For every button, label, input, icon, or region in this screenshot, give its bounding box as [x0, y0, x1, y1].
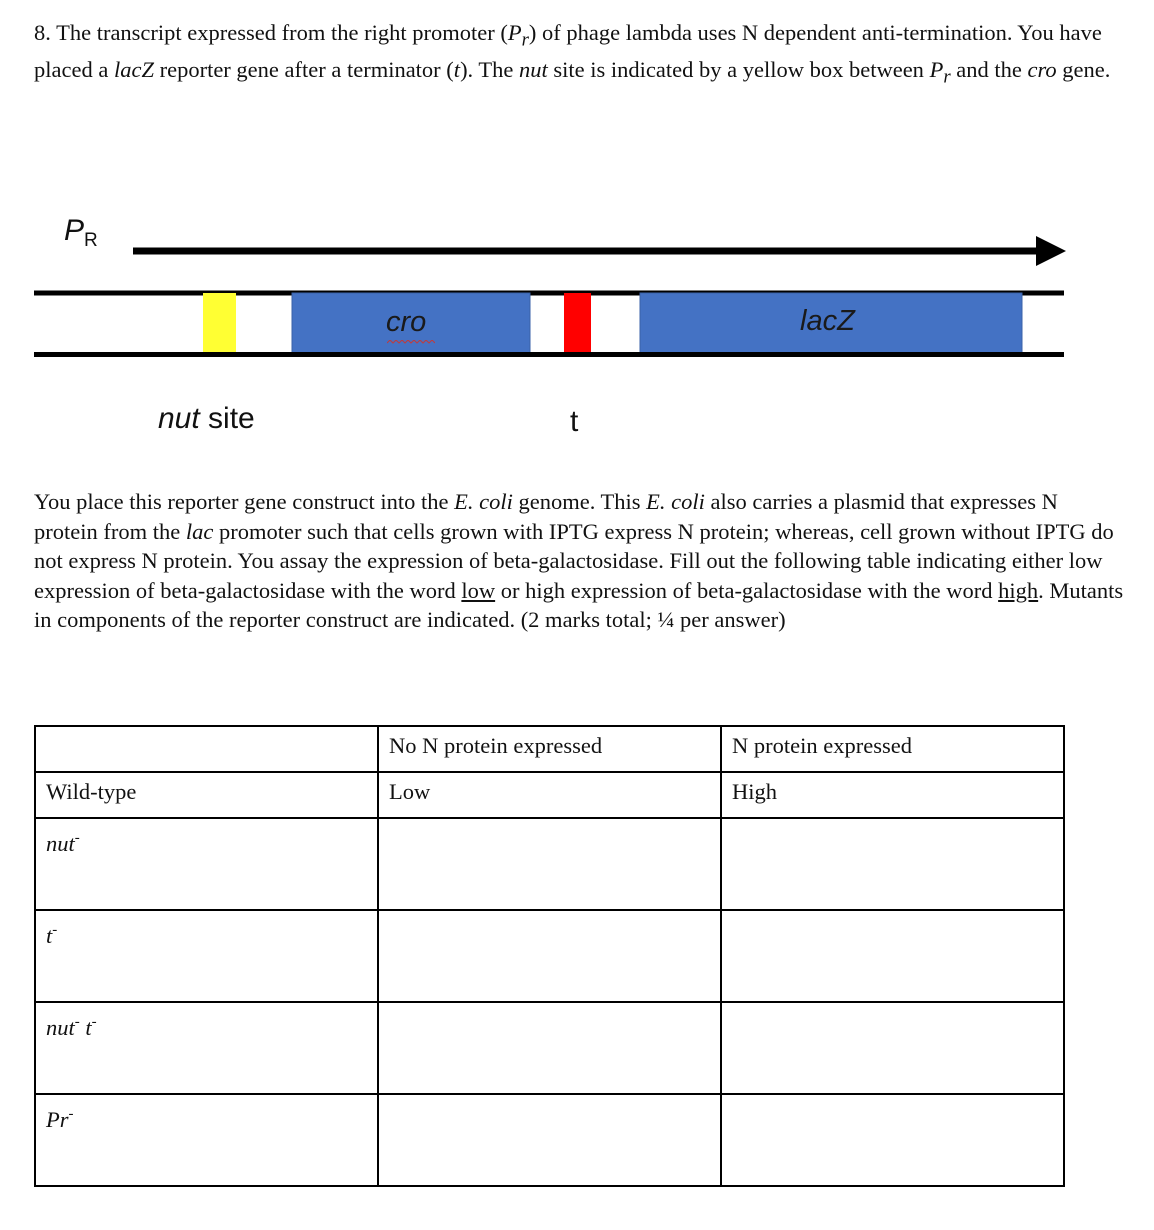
answer-cell[interactable]: High — [721, 772, 1064, 818]
table-row-t-mutant — [35, 910, 1064, 1002]
table-row-nut-t-mutant — [35, 1002, 1064, 1094]
dna-bottom-overlay — [34, 352, 1064, 357]
row-label-nut-mutant: nut- — [35, 818, 378, 910]
table-row-nut-mutant — [35, 818, 1064, 910]
nut-site-box — [203, 293, 236, 355]
terminator-label: t — [570, 405, 579, 438]
terminator-box — [564, 293, 591, 355]
answer-cell[interactable] — [378, 818, 721, 910]
row-label-wild-type: Wild-type — [35, 772, 378, 818]
answer-cell[interactable] — [378, 910, 721, 1002]
spellcheck-squiggle — [387, 340, 435, 346]
promoter-label: $P_R$ — [64, 214, 98, 251]
question-number: 8. — [34, 20, 51, 45]
answer-cell[interactable] — [721, 818, 1064, 910]
answer-cell[interactable]: Low — [378, 772, 721, 818]
nut-site-label: nut site — [158, 402, 255, 435]
table-header-row — [35, 726, 1064, 772]
table-row-pr-mutant — [35, 1094, 1064, 1186]
instructions-text: You place this reporter gene construct into the E. coli genome. This E. coli also carries a plasmid that expresses N protein from the lac promoter such that cells grown with IPTG express N protein; whereas, cell grown without IPTG do not express N protein. You assay the expression of beta-galactosidase. Fill out the following table indicating either low expression of beta-galactosidase with the word low or high expression of beta-galactosidase with the word high. Mutants in components of the reporter construct are indicated. (2 marks total; ¼ per answer) — [34, 489, 1124, 632]
answer-cell[interactable] — [721, 1094, 1064, 1186]
answer-cell[interactable] — [721, 1002, 1064, 1094]
answer-cell[interactable] — [378, 1094, 721, 1186]
row-label-t-mutant: t- — [35, 910, 378, 1002]
question-text: 8. The transcript expressed from the right promoter $(P_r)$ of phage lambda uses N dependent anti-termination. You have placed a lacZ reporter gene after a terminator (t). The nut site is indicated by a yellow box between $P_r$ and the cro gene. — [34, 20, 1111, 88]
header-cell-empty — [35, 726, 378, 772]
header-no-n-protein: No N protein expressed — [378, 726, 721, 772]
transcript-arrow-head — [1036, 236, 1066, 266]
row-label-pr-mutant: Pr- — [35, 1094, 378, 1186]
header-n-protein: N protein expressed — [721, 726, 1064, 772]
table-row-wild-type — [35, 772, 1064, 818]
reporter-construct-diagram — [0, 0, 1154, 460]
cro-label: cro — [386, 306, 427, 338]
results-table — [34, 725, 1065, 1187]
lacz-label: lacZ — [800, 305, 855, 337]
row-label-nut-t-mutant: nut- t- — [35, 1002, 378, 1094]
answer-cell[interactable] — [721, 910, 1064, 1002]
answer-cell[interactable] — [378, 1002, 721, 1094]
